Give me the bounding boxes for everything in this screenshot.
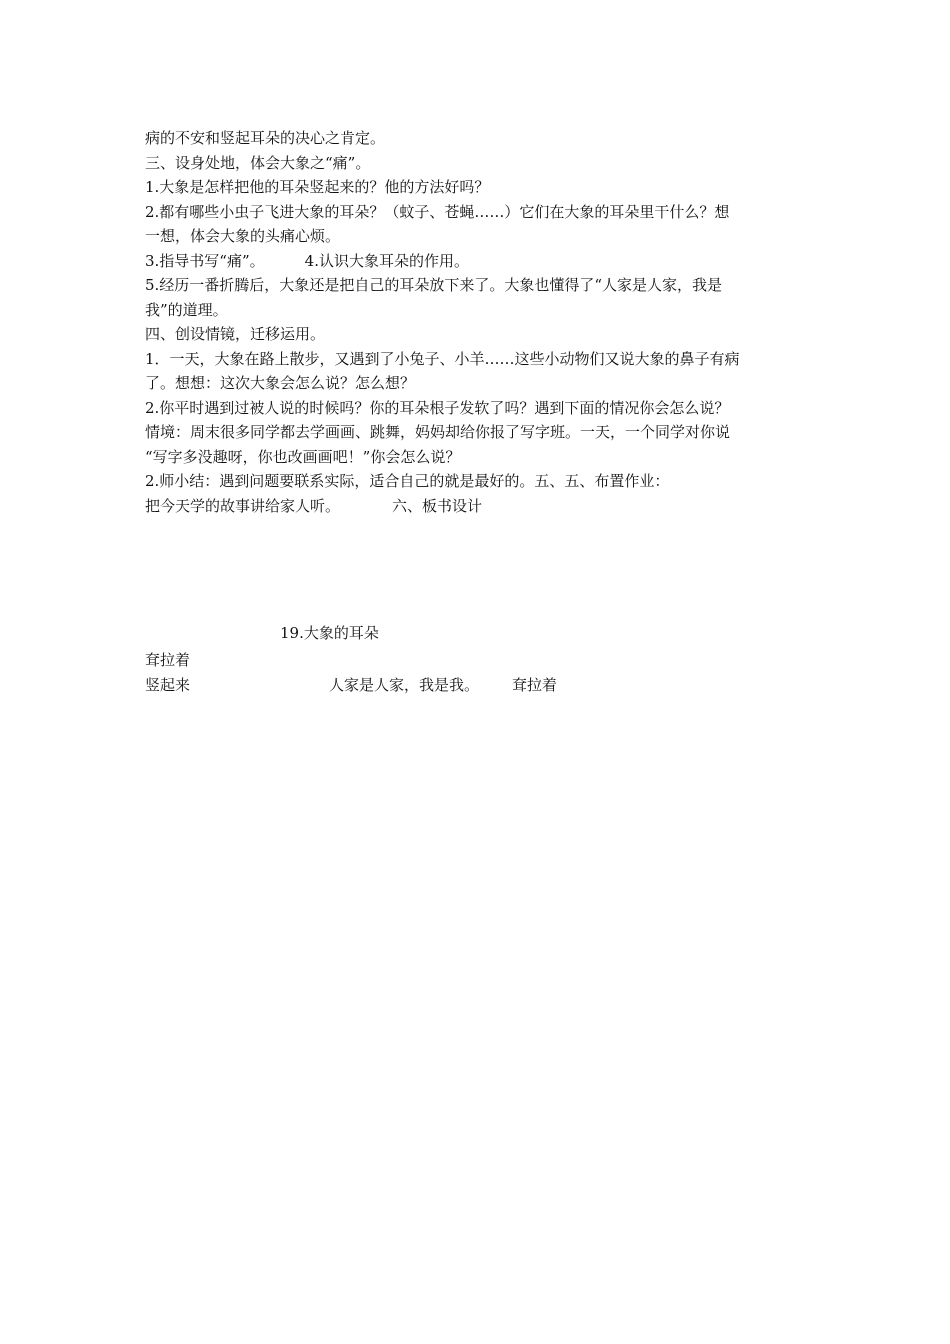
text-line: 一想，体会大象的头痛心烦。 [145,227,341,245]
text-line-combined [145,494,810,519]
text-line: 5.经历一番折腾后，大象还是把自己的耳朵放下来了。大象也懂得了“人家是人家，我是 [145,276,722,294]
homework-text: 把今天学的故事讲给家人听。 [145,496,341,515]
section-heading: 三、设身处地，体会大象之“痛”。 [145,153,371,172]
text-line-combined [145,249,810,274]
text-line: 情境：周末很多同学都去学画画、跳舞，妈妈却给你报了写字班。一天，一个同学对你说 [145,423,731,441]
text-line: 2.你平时遇到过被人说的时候吗？你的耳朵根子发软了吗？遇到下面的情况你会怎么说？ [145,398,730,417]
lesson-text [145,126,810,518]
text-line: 1.大象是怎样把他的耳朵竖起来的？他的方法好吗？ [145,178,490,196]
text-line: 2.师小结：遇到问题要联系实际，适合自己的就是最好的。五、五、布置作业： [145,472,670,490]
board-right: 耷拉着 [512,676,558,694]
board-left-top: 耷拉着 [145,651,191,669]
section-heading: 四、创设情镜，迁移运用。 [145,325,326,343]
text-line: 我”的道理。 [145,300,228,319]
board-title: 19.大象的耳朵 [280,624,379,642]
text-line: “写字多没趣呀，你也改画画吧！”你会怎么说？ [145,447,461,466]
text-line: 病的不安和竖起耳朵的决心之肯定。 [145,129,386,147]
item-4: 4.认识大象耳朵的作用。 [304,251,469,270]
board-middle: 人家是人家，我是我。 [329,676,480,694]
text-line: 了。想想：这次大象会怎么说？怎么想？ [145,374,416,392]
text-line: 2.都有哪些小虫子飞进大象的耳朵？（蚊子、苍蝇……）它们在大象的耳朵里干什么？想 [145,202,730,221]
section-heading: 六、板书设计 [392,496,483,515]
board-row [145,674,558,695]
item-3: 3.指导书写“痛”。 [145,251,265,270]
board-left-bottom: 竖起来 [145,676,191,694]
text-line: 1．一天，大象在路上散步，又遇到了小兔子、小羊……这些小动物们又说大象的鼻子有病 [145,349,740,368]
